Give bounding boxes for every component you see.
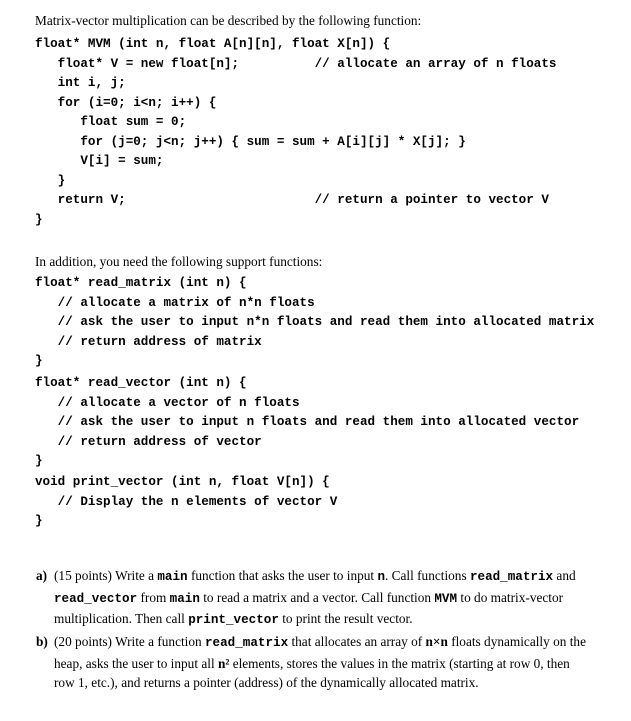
keyword: n [377, 570, 385, 584]
code-line: } [35, 514, 43, 528]
code-line: } [35, 173, 66, 188]
code-line: for (j=0; j<n; j++) { sum = sum + A[i][j] * X[j]; } [35, 134, 466, 149]
code-line: return V; // return a pointer to vector V [35, 193, 549, 207]
question-b [36, 632, 592, 693]
intro-text: Matrix-vector multiplication can be described by the following function: [35, 13, 422, 28]
code-line: float* MVM (int n, float A[n][n], float X[n]) { [35, 37, 391, 51]
keyword: read_matrix [469, 570, 554, 584]
code-line: // Display the n elements of vector V [35, 494, 338, 509]
mvm-code-block [35, 35, 556, 230]
code-line: int i, j; [35, 76, 126, 90]
code-line: // return address of matrix [35, 334, 262, 349]
code-line: for (i=0; i<n; i++) { [35, 95, 217, 110]
code-line: float* read_matrix (int n) { [35, 276, 247, 290]
code-line: // return address of vector [35, 434, 262, 449]
question-label: b) [36, 634, 48, 649]
code-line: // allocate a matrix of n*n floats [35, 295, 315, 310]
code-line: float* V = new float[n]; // allocate an array of n floats [35, 56, 557, 71]
read-vector-code-block [35, 374, 579, 472]
keyword: print_vector [188, 613, 279, 628]
code-line: } [35, 454, 43, 468]
code-line: // ask the user to input n floats and read them into allocated vector [35, 415, 580, 429]
support-intro-text: In addition, you need the following support functions: [35, 254, 323, 269]
keyword: MVM [434, 591, 458, 606]
code-line: float* read_vector (int n) { [35, 376, 247, 390]
print-vector-code-block [35, 473, 337, 532]
code-line: } [35, 212, 43, 227]
question-a [36, 566, 592, 631]
question-text: (15 points) Write a main function that asks the user to input n. Call functions read_matrix and read_vector from main to read a matrix and a vector. Call function MVM to do matrix-vector multiplication. Then call print_vector to print the result vector. [54, 568, 576, 628]
keyword: main [169, 591, 200, 606]
question-text: (20 points) Write a function read_matrix that allocates an array of n×n floats dynamically on the heap, asks the user to input all n² elements, stores the values in the matrix (starting at row 0, then row 1, etc.), and returns a pointer (address) of the dynamically allocated matrix. [54, 634, 586, 691]
keyword: n×n [425, 634, 448, 649]
code-line: V[i] = sum; [35, 154, 164, 168]
code-line: void print_vector (int n, float V[n]) { [35, 475, 330, 489]
keyword: read_matrix [205, 636, 289, 650]
code-line: float sum = 0; [35, 115, 187, 129]
code-line: } [35, 354, 43, 368]
keyword: n² [217, 655, 230, 671]
code-line: // ask the user to input n*n floats and read them into allocated matrix [35, 315, 595, 329]
read-matrix-code-block [35, 274, 594, 372]
keyword: main [157, 570, 188, 584]
code-line: // allocate a vector of n floats [35, 395, 300, 410]
question-label: a) [36, 568, 48, 583]
keyword: read_vector [54, 591, 138, 606]
